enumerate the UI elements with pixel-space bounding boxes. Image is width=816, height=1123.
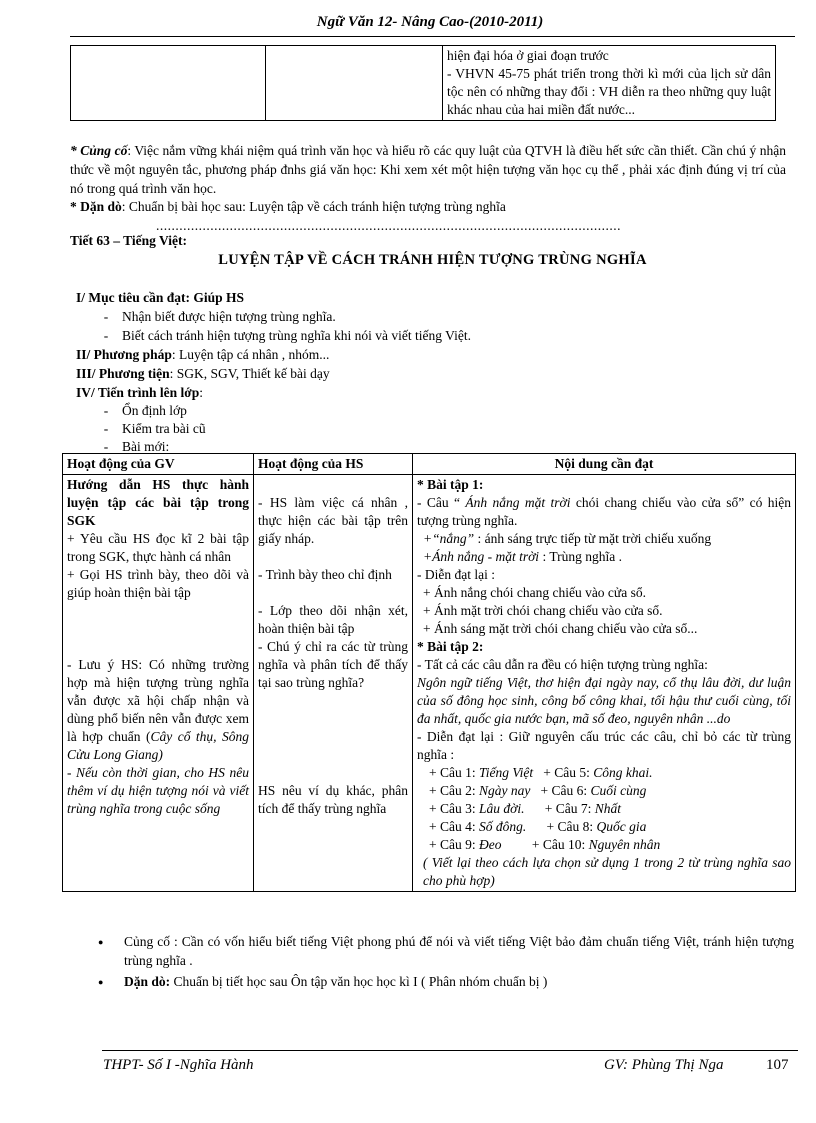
gv-cell bbox=[63, 475, 254, 892]
means-text: : SGK, SGV, Thiết kế bài dạy bbox=[169, 366, 330, 381]
answer-word: Đeo bbox=[479, 837, 502, 852]
bt1-title: * Bài tập 1: bbox=[417, 477, 484, 492]
lesson-number: Tiết 63 – Tiếng Việt: bbox=[70, 233, 188, 248]
spacer bbox=[258, 584, 408, 602]
hs-cell bbox=[254, 475, 413, 892]
bt1-cau bbox=[417, 494, 791, 530]
hs-p3: - Lớp theo dõi nhận xét, hoàn thiện bài tập bbox=[258, 603, 408, 636]
answer-row bbox=[429, 836, 791, 854]
bt1-line2-italic: +“nắng” bbox=[423, 531, 475, 546]
answer-row bbox=[429, 818, 791, 836]
bt1-rewrite: + Ánh mặt trời chói chang chiếu vào cửa sổ. bbox=[423, 603, 663, 618]
answer-word: Cuối cùng bbox=[590, 783, 647, 798]
top-table bbox=[70, 45, 776, 121]
cung-co-paragraph bbox=[70, 141, 786, 198]
gv-p3-text: - Lưu ý HS: Có những trường hợp mà hiện tượng trùng nghĩa vẫn được xã hội chấp nhận và dùng phổ biến nên vẫn được xem là hợp chuẩn ( bbox=[67, 657, 249, 744]
cung-co-text: : Việc nắm vững khái niệm quá trình văn học và hiểu rõ các quy luật của QTVH là điều hết sức cần thiết. Cần chú ý nhận thức về một nguyên tắc, phương pháp đnhs giá văn học: Khi xem xét một hiện tượng văn học cụ thể , phải xác định đúng vị trí của nó trong quá trình văn học. bbox=[70, 143, 787, 196]
answer-label: + Câu 2: bbox=[429, 783, 479, 798]
hs-p2: - Trình bày theo chỉ định bbox=[258, 567, 392, 582]
bt1-cau-italic: Ánh nắng mặt trời bbox=[465, 495, 571, 510]
answer-label: + Câu 3: bbox=[429, 801, 479, 816]
bt1-dien: - Diễn đạt lại : bbox=[417, 567, 495, 582]
page-header-title: Ngữ Văn 12- Nâng Cao-(2010-2011) bbox=[316, 14, 544, 30]
answer-label: + Câu 7: bbox=[524, 801, 595, 816]
top-cell-line: - VHVN 45-75 phát triển trong thời kì mới của lịch sử dân tộc nên có những thay đổi : VH diễn ra theo những quy luật khác nhau của hai miền đất nước... bbox=[447, 66, 771, 117]
top-cell-1 bbox=[71, 46, 266, 121]
dan-do-text: Chuẩn bị tiết học sau Ôn tập văn học học kì I ( Phân nhóm chuẩn bị ) bbox=[170, 974, 548, 989]
means-line bbox=[76, 364, 776, 383]
top-cell-3 bbox=[443, 46, 776, 121]
top-cell-line: hiện đại hóa ở giai đoạn trước bbox=[447, 48, 609, 63]
answer-row bbox=[429, 782, 791, 800]
top-cell-2 bbox=[266, 46, 443, 121]
answer-word: Số đông. bbox=[479, 819, 527, 834]
bullet-cung-co: ● Củng cố : Cần có vốn hiểu biết tiếng Việt phong phú để nói và viết tiếng Việt bảo đảm chuẩn tiếng Việt, tránh hiện tượng trùng nghĩa . bbox=[100, 932, 794, 970]
process-item: - Kiểm tra bài cũ bbox=[96, 420, 776, 438]
footer-school: THPT- Số I -Nghĩa Hành bbox=[103, 1057, 254, 1073]
bt1-line2 bbox=[417, 530, 791, 548]
process-item: - Ổn định lớp bbox=[96, 402, 776, 420]
spacer bbox=[258, 476, 408, 494]
dan-do-label: * Dặn dò bbox=[70, 199, 122, 214]
process-item: - Bài mới: bbox=[96, 438, 776, 456]
gv-p4: - Nếu còn thời gian, cho HS nêu thêm ví dụ hiện tượng nói và viết trùng nghĩa trong cuộc sống bbox=[67, 765, 249, 816]
answer-label: + Câu 6: bbox=[530, 783, 591, 798]
bt1-line3 bbox=[417, 548, 791, 566]
dan-do-label: Dặn dò: bbox=[124, 974, 171, 989]
bt1-line2-text: : ánh sáng trực tiếp từ mặt trời chiếu xuống bbox=[474, 531, 712, 546]
process-suffix: : bbox=[199, 385, 204, 400]
table-header-row bbox=[63, 454, 796, 475]
bt2-line1: - Tất cả các câu dẫn ra đều có hiện tượng trùng nghĩa: bbox=[417, 657, 708, 672]
bt1-line3-italic: +Ánh nắng - mặt trời bbox=[423, 549, 540, 564]
dotted-separator: ........................................................................................................................ bbox=[156, 218, 621, 233]
gv-p3-italic: Cây cổ thụ, Sông Cửu Long Giang) bbox=[67, 729, 249, 762]
method-label: II/ Phương pháp bbox=[76, 347, 172, 362]
spacer bbox=[67, 602, 249, 656]
hs-p4: - Chú ý chỉ ra các từ trùng nghĩa và phân tích để thấy tại sao trùng nghĩa? bbox=[258, 639, 408, 690]
header-hs: Hoạt động của HS bbox=[254, 454, 413, 475]
answer-label: + Câu 5: bbox=[533, 765, 594, 780]
gv-p1: + Yêu cầu HS đọc kĩ 2 bài tập trong SGK, thực hành cá nhân bbox=[67, 531, 249, 564]
lesson-title: LUYỆN TẬP VỀ CÁCH TRÁNH HIỆN TƯỢNG TRÙNG NGHĨA bbox=[218, 252, 647, 268]
page-number: 107 bbox=[766, 1057, 789, 1073]
bt1-rewrite: + Ánh nắng chói chang chiếu vào cửa sổ. bbox=[423, 585, 646, 600]
header-nd: Nội dung cần đạt bbox=[413, 454, 796, 475]
gv-title: Hướng dẫn HS thực hành luyện tập các bài tập trong SGK bbox=[67, 477, 249, 528]
method-line bbox=[76, 345, 776, 364]
answer-word: Ngày nay bbox=[479, 783, 531, 798]
lesson-outline bbox=[76, 288, 776, 456]
nd-cell bbox=[413, 475, 796, 892]
bt1-rewrite: + Ánh sáng mặt trời chói chang chiếu vào cửa sổ... bbox=[423, 621, 698, 636]
means-label: III/ Phương tiện bbox=[76, 366, 170, 381]
gv-p3 bbox=[67, 656, 249, 764]
method-text: : Luyện tập cá nhân , nhóm... bbox=[171, 347, 330, 362]
answer-label: + Câu 1: bbox=[429, 765, 479, 780]
bt2-note: ( Viết lại theo cách lựa chọn sử dụng 1 trong 2 từ trùng nghĩa sao cho phù hợp) bbox=[423, 855, 791, 888]
answer-word: Quốc gia bbox=[596, 819, 647, 834]
answer-label: + Câu 9: bbox=[429, 837, 479, 852]
spacer bbox=[258, 548, 408, 566]
dan-do-text: : Chuẩn bị bài học sau: Luyện tập về cách tránh hiện tượng trùng nghĩa bbox=[121, 199, 506, 214]
gv-p2: + Gọi HS trình bày, theo dõi và giúp hoàn thiện bài tập bbox=[67, 567, 249, 600]
bt1-cau-post: chói chang chiếu vào cửa sổ” có hiện tượng trùng nghĩa. bbox=[417, 495, 792, 528]
answer-label: + Câu 10: bbox=[501, 837, 589, 852]
answer-row bbox=[429, 764, 791, 782]
bt1-cau-pre: - Câu “ bbox=[417, 495, 466, 510]
answer-label: + Câu 8: bbox=[526, 819, 597, 834]
spacer bbox=[258, 692, 408, 782]
process-line bbox=[76, 383, 776, 402]
bt2-list: Ngôn ngữ tiếng Việt, thơ hiện đại ngày nay, cổ thụ lâu đời, dư luận của số đông học sinh, công bố công khai, tối hậu thư cuối cùng, tối đa nhất, quốc gia nước bạn, mã số đeo, nguyên nhân ...do bbox=[417, 675, 791, 726]
hs-p1: - HS làm việc cá nhân , thực hiện các bài tập trên giấy nháp. bbox=[258, 495, 408, 546]
objectives-heading: I/ Mục tiêu cần đạt: Giúp HS bbox=[76, 290, 245, 305]
answer-word: Nhất bbox=[594, 801, 621, 816]
bt1-line3-text: : Trùng nghĩa . bbox=[539, 549, 622, 564]
bt2-title: * Bài tập 2: bbox=[417, 639, 484, 654]
process-label: IV/ Tiến trình lên lớp bbox=[76, 385, 200, 400]
dan-do-paragraph bbox=[70, 197, 786, 216]
header-rule bbox=[70, 36, 795, 37]
footer-rule bbox=[102, 1050, 798, 1051]
objective-item: - Biết cách tránh hiện tượng trùng nghĩa khi nói và viết tiếng Việt. bbox=[96, 326, 776, 345]
answer-row bbox=[429, 800, 791, 818]
bt2-dien: - Diễn đạt lại : Giữ nguyên cấu trúc các câu, chỉ bỏ các từ trùng nghĩa : bbox=[417, 729, 791, 762]
bt2-answers bbox=[417, 764, 791, 854]
footer-teacher: GV: Phùng Thị Nga bbox=[604, 1057, 724, 1073]
cung-co-label: * Củng cố bbox=[70, 143, 128, 158]
hs-p5: HS nêu ví dụ khác, phân tích để thấy trùng nghĩa bbox=[258, 783, 408, 816]
answer-word: Lâu đời. bbox=[479, 801, 525, 816]
answer-word: Công khai. bbox=[593, 765, 653, 780]
activity-table bbox=[62, 453, 796, 892]
answer-word: Tiếng Việt bbox=[479, 765, 534, 780]
answer-label: + Câu 4: bbox=[429, 819, 479, 834]
header-gv: Hoạt động của GV bbox=[63, 454, 254, 475]
table-row bbox=[63, 475, 796, 892]
answer-word: Nguyên nhân bbox=[588, 837, 661, 852]
bullet-dan-do bbox=[100, 972, 794, 991]
closing-bullets bbox=[100, 932, 794, 993]
objective-item: - Nhận biết được hiện tượng trùng nghĩa. bbox=[96, 307, 776, 326]
